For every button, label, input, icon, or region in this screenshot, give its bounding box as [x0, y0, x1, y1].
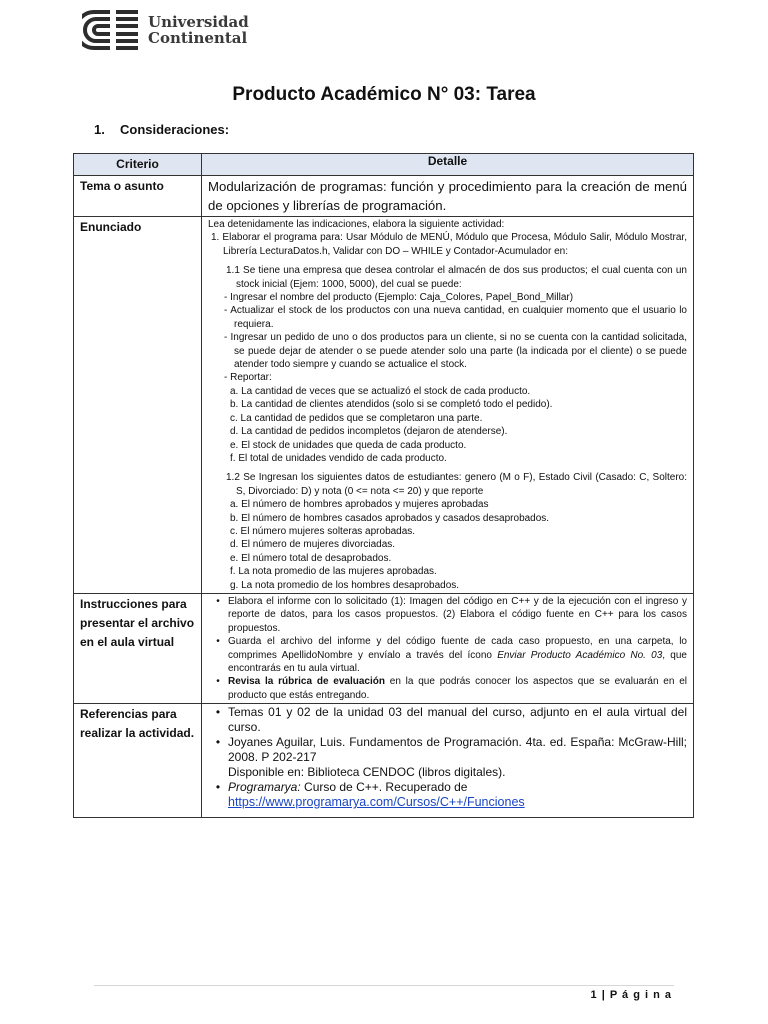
report-item-a: a. La cantidad de veces que se actualizó el stock de cada producto. — [230, 385, 531, 397]
student-item-d: d. El número de mujeres divorciadas. — [230, 539, 396, 551]
detalle-tema: Modularización de programas: función y procedimiento para la creación de menú de opciones y librerías de programación. — [202, 176, 694, 217]
student-item-c: c. El número mujeres solteras aprobadas. — [230, 525, 416, 537]
criterio-enunciado: Enunciado — [74, 217, 202, 594]
student-item-a: a. El número de hombres aprobados y mujeres aprobadas — [230, 499, 489, 511]
report-item-d: d. La cantidad de pedidos incompletos (dejaron de atenderse). — [230, 426, 508, 438]
reference-bullet-1: • Temas 01 y 02 de la unidad 03 del manual del curso, adjunto en el aula virtual del curso. — [208, 705, 687, 735]
rubric-emphasis: Revisa la rúbrica de evaluación — [228, 676, 385, 688]
university-logo — [82, 8, 262, 52]
table-row-instrucciones — [74, 593, 694, 703]
table-row-enunciado — [74, 217, 694, 594]
case-1-1: 1.1 Se tiene una empresa que desea controlar el almacén de dos sus productos; el cual cuenta con un stock inicial (Ejem: 1000, 5000), del cual se puede: — [226, 265, 687, 290]
considerations-table — [73, 153, 694, 818]
case-1-1-option-1: - Ingresar el nombre del producto (Ejemplo: Caja_Colores, Papel_Bond_Millar) — [224, 292, 574, 304]
reference-bullet-2: • Joyanes Aguilar, Luis. Fundamentos de Programación. 4ta. ed. España: McGraw-Hill; 2008. P 202-217 Disponible en: Biblioteca CENDOC (libros digitales). — [208, 735, 687, 780]
section-heading — [94, 122, 229, 137]
instruction-bullet-3: • Revisa la rúbrica de evaluación en la que podrás conocer los aspectos que se evaluarán en el producto que estás entregando. — [208, 675, 687, 702]
table-row-tema — [74, 176, 694, 217]
instruction-bullet-1: • Elabora el informe con lo solicitado (1): Imagen del código en C++ y de la ejecución con el ingreso y reporte de datos, para los casos propuestos. (2) Elabora el código fuente en C++ para los casos propuestos. — [208, 595, 687, 635]
report-item-f: f. El total de unidades vendido de cada producto. — [230, 452, 447, 464]
section-number: 1. — [94, 122, 105, 137]
report-item-b: b. La cantidad de clientes atendidos (solo si se completó todo el pedido). — [230, 399, 553, 411]
table-row-referencias — [74, 704, 694, 818]
bullet-icon: • — [216, 676, 220, 688]
criterio-instrucciones: Instrucciones para presentar el archivo en el aula virtual — [74, 593, 202, 703]
student-item-e: e. El número total de desaprobados. — [230, 552, 392, 564]
university-name — [148, 14, 249, 46]
instruction-bullet-2: • Guarda el archivo del informe y del código fuente de cada caso propuesto, en una carpeta, lo comprimes ApellidoNombre y envíalo a través del ícono Enviar Producto Académico No. 03, que encontrarás en tu aula virtual. — [208, 635, 687, 675]
university-name-line2: Continental — [148, 29, 248, 47]
case-1-1-option-3: - Ingresar un pedido de uno o dos productos para un cliente, si no se cuenta con la cantidad solicitada, se puede dejar de atender o se puede atender solo una parte (la indicada por el cliente) o se puede atender todo siempre y cuando se actualice el stock. — [224, 332, 687, 371]
detalle-enunciado — [202, 217, 694, 594]
university-name-line1: Universidad — [148, 13, 249, 31]
reference-link[interactable]: https://www.programarya.com/Cursos/C++/Funciones — [228, 795, 525, 810]
reference-bullet-3: • Programarya: Curso de C++. Recuperado de https://www.programarya.com/Cursos/C++/Funciones — [208, 780, 687, 810]
bullet-icon: • — [215, 735, 221, 750]
student-item-g: g. La nota promedio de los hombres desaprobados. — [230, 579, 460, 591]
criterio-referencias: Referencias para realizar la actividad. — [74, 704, 202, 818]
report-item-c: c. La cantidad de pedidos que se completaron una parte. — [230, 412, 483, 424]
page-number: 1 | P á g i n a — [590, 989, 672, 1001]
case-1-1-option-2: - Actualizar el stock de los productos con una nueva cantidad, en cualquier momento que el usuario lo requiera. — [224, 305, 687, 330]
enunciado-item-1: 1. Elaborar el programa para: Usar Módulo de MENÚ, Módulo que Procesa, Módulo Salir, Módulo Mostrar, Librería LecturaDatos.h, Validar con DO – WHILE y Contador-Acumulador en: — [211, 232, 687, 257]
table-header-row — [74, 154, 694, 176]
column-header-detalle: Detalle — [202, 154, 694, 176]
university-logo-mark-icon — [82, 9, 140, 51]
case-1-2: 1.2 Se Ingresan los siguientes datos de estudiantes: genero (M o F), Estado Civil (Casado: C, Soltero: S, Divorciado: D) y nota (0 <= nota <= 20) y que reporte — [226, 472, 687, 497]
enunciado-intro: Lea detenidamente las indicaciones, elabora la siguiente actividad: — [208, 219, 505, 230]
student-item-b: b. El número de hombres casados aprobados y casados desaprobados. — [230, 512, 550, 524]
section-label: Consideraciones: — [120, 122, 230, 137]
bullet-icon: • — [215, 780, 221, 795]
detalle-referencias — [202, 704, 694, 818]
submit-icon-name: Enviar Producto Académico No. 03 — [497, 649, 663, 661]
column-header-criterio: Criterio — [74, 154, 202, 176]
bullet-icon: • — [216, 636, 220, 648]
detalle-instrucciones — [202, 593, 694, 703]
report-item-e: e. El stock de unidades que queda de cada producto. — [230, 439, 467, 451]
bullet-icon: • — [215, 705, 221, 720]
student-item-f: f. La nota promedio de las mujeres aprobadas. — [230, 566, 437, 578]
criterio-tema: Tema o asunto — [74, 176, 202, 217]
bullet-icon: • — [216, 595, 220, 607]
document-title: Producto Académico N° 03: Tarea — [232, 84, 536, 105]
footer-divider — [94, 985, 674, 986]
case-1-1-option-4: - Reportar: — [224, 372, 272, 384]
